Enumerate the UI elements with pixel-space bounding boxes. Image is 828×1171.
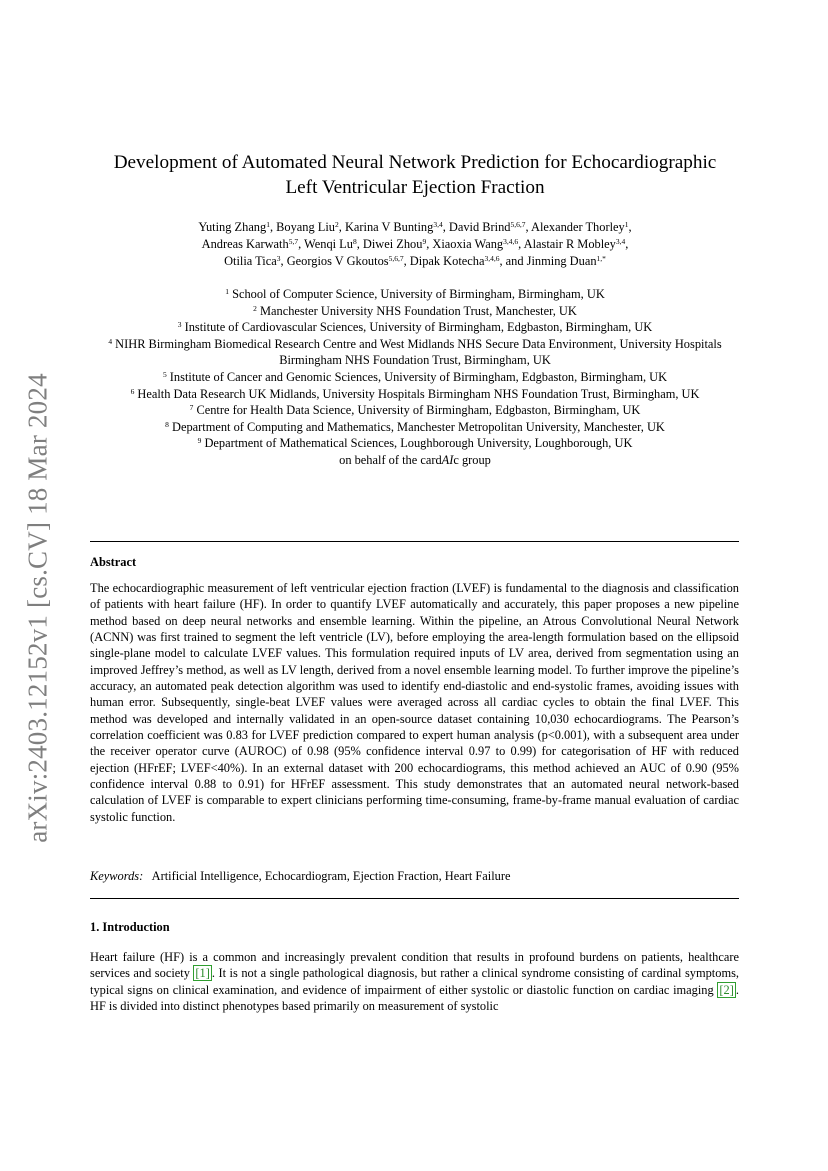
abstract-bottom-rule: [90, 898, 739, 899]
intro-text-part: . It is not a single pathological diagnosis, but rather a clinical syndrome consisting of cardinal symptoms, typical signs on clinical examination, and evidence of impairment of either systolic or diastolic function on cardiac imaging: [90, 966, 739, 997]
author-separator: ,: [280, 254, 287, 268]
author-affiliation-marker: 3,4: [433, 220, 443, 229]
citation-number: 2: [723, 982, 730, 997]
affiliation-number: 3: [177, 320, 182, 330]
author-name: Boyang Liu: [276, 220, 336, 234]
affiliation-number: 5: [162, 369, 167, 379]
author-affiliation-marker: 1: [624, 220, 629, 229]
section-heading-introduction: 1. Introduction: [90, 920, 170, 934]
citation-number: 1: [199, 966, 206, 981]
citation-link[interactable]: [2]: [719, 982, 734, 997]
author-affiliation-marker: 2: [335, 220, 339, 229]
keywords-line: [90, 869, 511, 884]
affiliation-text: Health Data Research UK Midlands, University Hospitals Birmingham NHS Foundation Trust, Birmingham, UK: [137, 386, 700, 401]
author-name: Andreas Karwath: [201, 237, 289, 251]
affiliation-item: [90, 419, 740, 436]
author-name: Alastair R Mobley: [523, 237, 616, 251]
author-separator: ,: [525, 220, 532, 234]
author-affiliation-marker: 1,*: [596, 254, 606, 263]
paper-title: [90, 150, 740, 200]
affiliation-item: [90, 386, 740, 403]
affiliation-number: 7: [189, 403, 194, 413]
author-affiliation-marker: 3: [276, 254, 281, 263]
affiliation-text: School of Computer Science, University of Birmingham, Birmingham, UK: [232, 287, 605, 301]
affiliation-number: 1: [225, 287, 229, 296]
author-separator: ,: [628, 220, 632, 234]
title-line-1: Development of Automated Neural Network Prediction for Echocardiographic: [113, 152, 717, 173]
author-name: Dipak Kotecha: [409, 254, 485, 268]
affiliation-text: Department of Computing and Mathematics, Manchester Metropolitan University, Manchester, UK: [172, 419, 665, 434]
abstract-heading: Abstract: [90, 555, 137, 569]
affiliation-number: 6: [130, 386, 135, 396]
author-affiliation-marker: 3,4: [615, 237, 626, 246]
author-affiliation-marker: 5,6,7: [388, 254, 404, 263]
affiliation-text: Department of Mathematical Sciences, Loughborough University, Loughborough, UK: [204, 436, 633, 451]
author-name: Yuting Zhang: [198, 220, 267, 234]
author-list: [90, 219, 740, 270]
affiliation-item: [90, 286, 740, 303]
group-suffix: c group: [453, 452, 491, 467]
author-separator: , and: [499, 254, 527, 268]
author-name: Xiaoxia Wang: [432, 237, 504, 251]
author-separator: ,: [338, 220, 345, 234]
author-name: Wenqi Lu: [304, 237, 353, 251]
citation-link[interactable]: [1]: [195, 966, 210, 981]
author-name: David Brind: [448, 220, 511, 234]
author-affiliation-marker: 3,4,6: [503, 237, 519, 246]
author-separator: ,: [625, 237, 629, 251]
author-separator: ,: [356, 237, 363, 251]
author-affiliation-marker: 1: [266, 220, 270, 229]
arxiv-identifier: arXiv:2403.12152v1 [cs.CV] 18 Mar 2024: [22, 373, 53, 843]
affiliation-text: Institute of Cancer and Genomic Sciences, University of Birmingham, Edgbaston, Birmingham, UK: [169, 369, 668, 384]
author-separator: ,: [426, 237, 433, 251]
author-name: Diwei Zhou: [362, 237, 423, 251]
author-separator: ,: [403, 254, 410, 268]
author-name: Jinming Duan: [526, 254, 597, 268]
author-line: [90, 236, 740, 253]
keywords-list: Artificial Intelligence, Echocardiogram, Ejection Fraction, Heart Failure: [151, 869, 511, 883]
author-affiliation-marker: 3,4,6: [484, 254, 500, 263]
affiliation-number: 2: [253, 303, 257, 313]
abstract-body: The echocardiographic measurement of left ventricular ejection fraction (LVEF) is fundamental to the diagnosis and classification of patients with heart failure (HF). In order to quantify LVEF automatically and accurately, this paper proposes a new pipeline method based on deep neural networks and ensemble learning. Within the pipeline, an Atrous Convolutional Neural Network (ACNN) was first trained to segment the left ventricle (LV), before employing the area-length formulation based on the ellipsoid single-plane model to calculate LVEF values. This formulation required inputs of LV area, derived from segmentation using an improved Jeffrey’s method, as well as LV length, derived from a novel ensemble learning model. To further improve the pipeline’s accuracy, an automated peak detection algorithm was used to identify end-diastolic and end-systolic frames, avoiding issues with human error. Subsequently, single-beat LVEF values were averaged across all cardiac cycles to obtain the final LVEF. This method was developed and internally validated in an open-source dataset containing 10,030 echocardiograms. The Pearson’s correlation coefficient was 0.83 for LVEF prediction compared to expert human analysis (p<0.001), with a subsequent area under the receiver operator curve (AUROC) of 0.98 (95% confidence interval 0.97 to 0.99) for categorisation of HF with reduced ejection (HFrEF; LVEF<40%). In an external dataset with 200 echocardiograms, this method achieved an AUC of 0.90 (95% confidence interval 0.88 to 0.91) for HFrEF assessment. This study demonstrates that an automated neural network-based calculation of LVEF is comparable to expert clinicians performing time-consuming, frame-by-frame manual evaluation of cardiac systolic function.: [90, 581, 739, 824]
affiliation-item: [90, 369, 740, 386]
intro-text-part: Heart failure (HF) is a common and increasingly prevalent condition that results in profound burdens on patients, healthcare services and society: [90, 950, 739, 981]
author-name: Alexander Thorley: [531, 220, 625, 234]
affiliation-text: Manchester University NHS Foundation Trust, Manchester, UK: [260, 303, 577, 318]
author-affiliation-marker: 5,6,7: [510, 220, 526, 229]
affiliation-item: [90, 435, 740, 452]
author-name: Otilia Tica: [224, 254, 277, 268]
affiliation-list: [90, 286, 740, 469]
author-affiliation-marker: 9: [422, 237, 427, 246]
keywords-label: Keywords:: [90, 869, 144, 883]
author-separator: ,: [298, 237, 305, 251]
affiliation-item: [90, 319, 740, 336]
author-separator: ,: [442, 220, 449, 234]
author-name: Georgios V Gkoutos: [286, 254, 389, 268]
affiliation-text: NIHR Birmingham Biomedical Research Centre and West Midlands NHS Secure Data Environment, University Hospitals Birmingham NHS Foundation Trust, Birmingham, UK: [115, 336, 722, 368]
affiliation-item: [90, 303, 740, 320]
group-italic: AI: [441, 452, 454, 467]
group-prefix: on behalf of the card: [339, 452, 442, 467]
author-name: Karina V Bunting: [344, 220, 434, 234]
introduction-paragraph: [90, 949, 739, 1014]
author-separator: ,: [269, 220, 277, 234]
affiliation-number: 9: [197, 436, 202, 446]
abstract-top-rule: [90, 541, 739, 542]
author-line: [90, 219, 740, 236]
affiliation-number: 4: [108, 336, 113, 346]
author-line: [90, 253, 740, 270]
affiliation-number: 8: [165, 419, 169, 429]
group-statement: [90, 452, 740, 469]
author-affiliation-marker: 5,7: [288, 237, 299, 246]
affiliation-item: [90, 402, 740, 419]
author-separator: ,: [518, 237, 524, 251]
title-line-2: Left Ventricular Ejection Fraction: [285, 177, 545, 198]
author-affiliation-marker: 8: [352, 237, 357, 246]
intro-text-part: . HF is divided into distinct phenotypes based primarily on measurement of systolic: [90, 982, 739, 1014]
affiliation-text: Institute of Cardiovascular Sciences, University of Birmingham, Edgbaston, Birmingham, UK: [184, 320, 653, 335]
affiliation-item: [90, 336, 740, 369]
affiliation-text: Centre for Health Data Science, University of Birmingham, Edgbaston, Birmingham, UK: [196, 403, 641, 418]
